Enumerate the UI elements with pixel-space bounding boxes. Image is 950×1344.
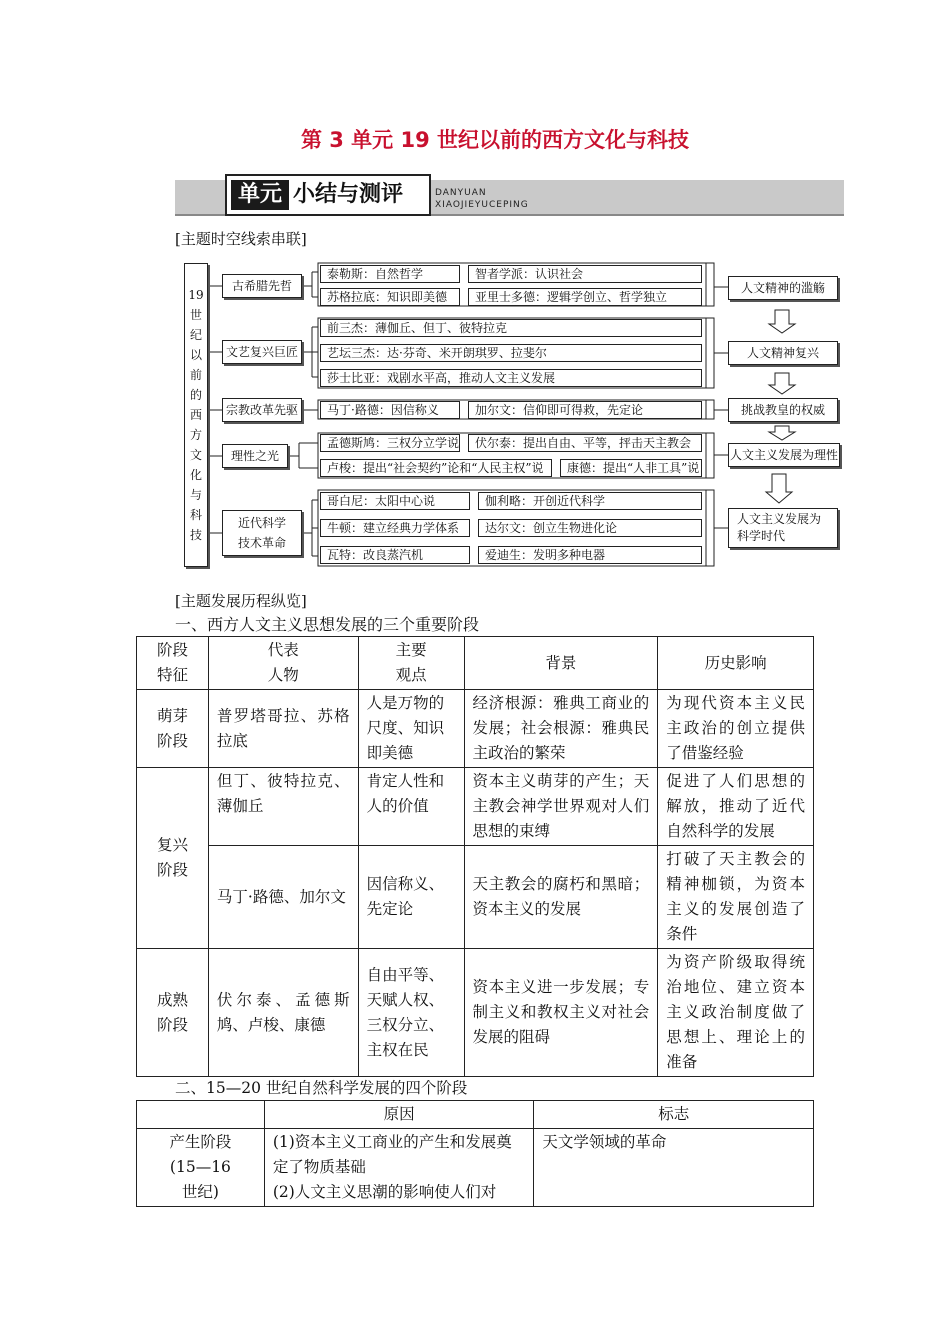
result-humanism-reason: 人文主义发展为理性 xyxy=(728,443,840,467)
table-row xyxy=(137,949,814,1077)
table-header-row xyxy=(137,1101,814,1129)
banner-sub-1: DANYUAN xyxy=(435,188,487,198)
root-char: 文 xyxy=(189,448,202,462)
science-stages-table xyxy=(136,1100,814,1207)
item-sophists: 智者学派：认识社会 xyxy=(468,265,702,283)
group-science-line1: 近代科学 xyxy=(237,516,286,530)
cause-cell: (1)资本主义工商业的产生和发展奠定了物质基础 (2)人文主义思潮的影响使人们对 xyxy=(264,1129,534,1207)
stage-cell: 复兴 阶段 xyxy=(137,768,209,949)
group-science-line2: 技术革命 xyxy=(237,536,286,550)
item-copernicus: 哥白尼：太阳中心说 xyxy=(320,492,470,510)
item-shakespeare: 莎士比亚：戏剧水平高，推动人文主义发展 xyxy=(320,369,702,387)
root-char: 前 xyxy=(189,368,202,382)
root-char: 化 xyxy=(189,468,202,482)
section-heading-overview: [主题发展历程纵览] xyxy=(175,592,307,610)
root-char: 的 xyxy=(189,388,202,402)
item-rousseau: 卢梭：提出“社会契约”论和“人民主权”说 xyxy=(320,459,552,477)
impact-cell: 打破了天主教会的精神枷锁，为资本主义的发展创造了条件 xyxy=(658,846,814,949)
impact-cell: 为资产阶级取得统治地位、建立资本主义政治制度做了思想上、理论上的准备 xyxy=(658,949,814,1077)
view-cell: 因信称义、先定论 xyxy=(358,846,464,949)
people-cell: 普罗塔哥拉、苏格拉底 xyxy=(208,690,358,768)
root-char: 世 xyxy=(189,308,202,322)
item-luther: 马丁·路德：因信称义 xyxy=(320,401,460,419)
header-mark: 标志 xyxy=(534,1101,814,1129)
item-watt: 瓦特：改良蒸汽机 xyxy=(320,546,470,564)
people-cell: 但丁、彼特拉克、薄伽丘 xyxy=(208,768,358,846)
humanism-stages-table xyxy=(136,636,814,1077)
root-char: 技 xyxy=(189,528,202,542)
item-aristotle: 亚里士多德：逻辑学创立、哲学独立 xyxy=(468,288,702,306)
header-stage: 阶段 特征 xyxy=(137,637,209,690)
root-char: 19 xyxy=(188,288,204,302)
people-cell: 伏尔泰、孟德斯鸠、卢梭、康德 xyxy=(208,949,358,1077)
item-socrates: 苏格拉底：知识即美德 xyxy=(320,288,460,306)
background-cell: 资本主义萌芽的产生；天主教会神学世界观对人们思想的束缚 xyxy=(464,768,658,846)
root-char: 与 xyxy=(189,488,202,502)
people-cell: 马丁·路德、加尔文 xyxy=(208,846,358,949)
result-science-line1: 人文主义发展为 xyxy=(737,512,822,526)
item-voltaire: 伏尔泰：提出自由、平等，抨击天主教会 xyxy=(468,434,702,452)
item-galileo: 伽利略：开创近代科学 xyxy=(478,492,702,510)
impact-cell: 为现代资本主义民主政治的创立提供了借鉴经验 xyxy=(658,690,814,768)
item-three-literary: 前三杰：薄伽丘、但丁、彼特拉克 xyxy=(320,319,702,337)
header-empty xyxy=(137,1101,265,1129)
root-char: 纪 xyxy=(189,328,202,342)
background-cell: 资本主义进一步发展；专制主义和教权主义对社会发展的阻碍 xyxy=(464,949,658,1077)
header-background: 背景 xyxy=(464,637,658,690)
header-cause: 原因 xyxy=(264,1101,534,1129)
item-newton: 牛顿：建立经典力学体系 xyxy=(320,519,470,537)
root-char: 科 xyxy=(189,508,202,522)
banner-main-light: 小结与测评 xyxy=(293,182,404,207)
result-science-line2: 科学时代 xyxy=(737,529,786,543)
view-cell: 自由平等、天赋人权、三权分立、主权在民 xyxy=(358,949,464,1077)
view-cell: 肯定人性和人的价值 xyxy=(358,768,464,846)
root-char: 以 xyxy=(189,348,202,362)
group-reformation: 宗教改革先驱 xyxy=(222,398,302,422)
group-enlightenment: 理性之光 xyxy=(222,444,288,468)
table-row xyxy=(137,768,814,846)
item-three-art: 艺坛三杰：达·芬奇、米开朗琪罗、拉斐尔 xyxy=(320,344,702,362)
header-view: 主要 观点 xyxy=(358,637,464,690)
result-humanism-origin: 人文精神的滥觞 xyxy=(728,276,838,300)
mark-cell: 天文学领域的革命 xyxy=(534,1129,814,1207)
heading-humanism-stages: 一、西方人文主义思想发展的三个重要阶段 xyxy=(175,615,480,634)
root-char: 方 xyxy=(189,428,202,442)
heading-science-stages: 二、15—20 世纪自然科学发展的四个阶段 xyxy=(175,1079,468,1097)
table-row xyxy=(137,1129,814,1207)
impact-cell: 促进了人们思想的解放，推动了近代自然科学的发展 xyxy=(658,768,814,846)
table-row xyxy=(137,846,814,949)
stage-cell: 产生阶段 (15—16 世纪) xyxy=(137,1129,265,1207)
result-humanism-science xyxy=(728,508,838,548)
group-science-revolution xyxy=(222,510,302,556)
view-cell: 人是万物的尺度、知识即美德 xyxy=(358,690,464,768)
banner-sub-2: XIAOJIEYUCEPING xyxy=(435,200,529,210)
result-humanism-revival: 人文精神复兴 xyxy=(728,341,838,365)
root-char: 西 xyxy=(189,408,202,422)
item-darwin: 达尔文：创立生物进化论 xyxy=(478,519,702,537)
item-thales: 泰勒斯：自然哲学 xyxy=(320,265,460,283)
result-challenge-pope: 挑战教皇的权威 xyxy=(728,398,838,422)
stage-cell: 萌芽 阶段 xyxy=(137,690,209,768)
background-cell: 天主教会的腐朽和黑暗；资本主义的发展 xyxy=(464,846,658,949)
stage-cell: 成熟 阶段 xyxy=(137,949,209,1077)
item-calvin: 加尔文：信仰即可得救，先定论 xyxy=(468,401,702,419)
item-edison: 爱迪生：发明多种电器 xyxy=(478,546,702,564)
background-cell: 经济根源：雅典工商业的发展；社会根源：雅典民主政治的繁荣 xyxy=(464,690,658,768)
section-heading-timeline: [主题时空线索串联] xyxy=(175,230,307,248)
group-renaissance: 文艺复兴巨匠 xyxy=(222,340,302,364)
diagram-root-title xyxy=(184,263,208,567)
item-kant: 康德：提出“人非工具”说 xyxy=(560,459,702,477)
page-title: 第 3 单元 19 世纪以前的西方文化与科技 xyxy=(300,128,690,152)
banner-main-dark: 单元 xyxy=(231,180,289,210)
header-people: 代表 人物 xyxy=(208,637,358,690)
concept-diagram xyxy=(0,0,950,600)
item-montesquieu: 孟德斯鸠：三权分立学说 xyxy=(320,434,460,452)
group-ancient-greece: 古希腊先哲 xyxy=(222,274,302,298)
table-header-row xyxy=(137,637,814,690)
header-impact: 历史影响 xyxy=(658,637,814,690)
table-row xyxy=(137,690,814,768)
